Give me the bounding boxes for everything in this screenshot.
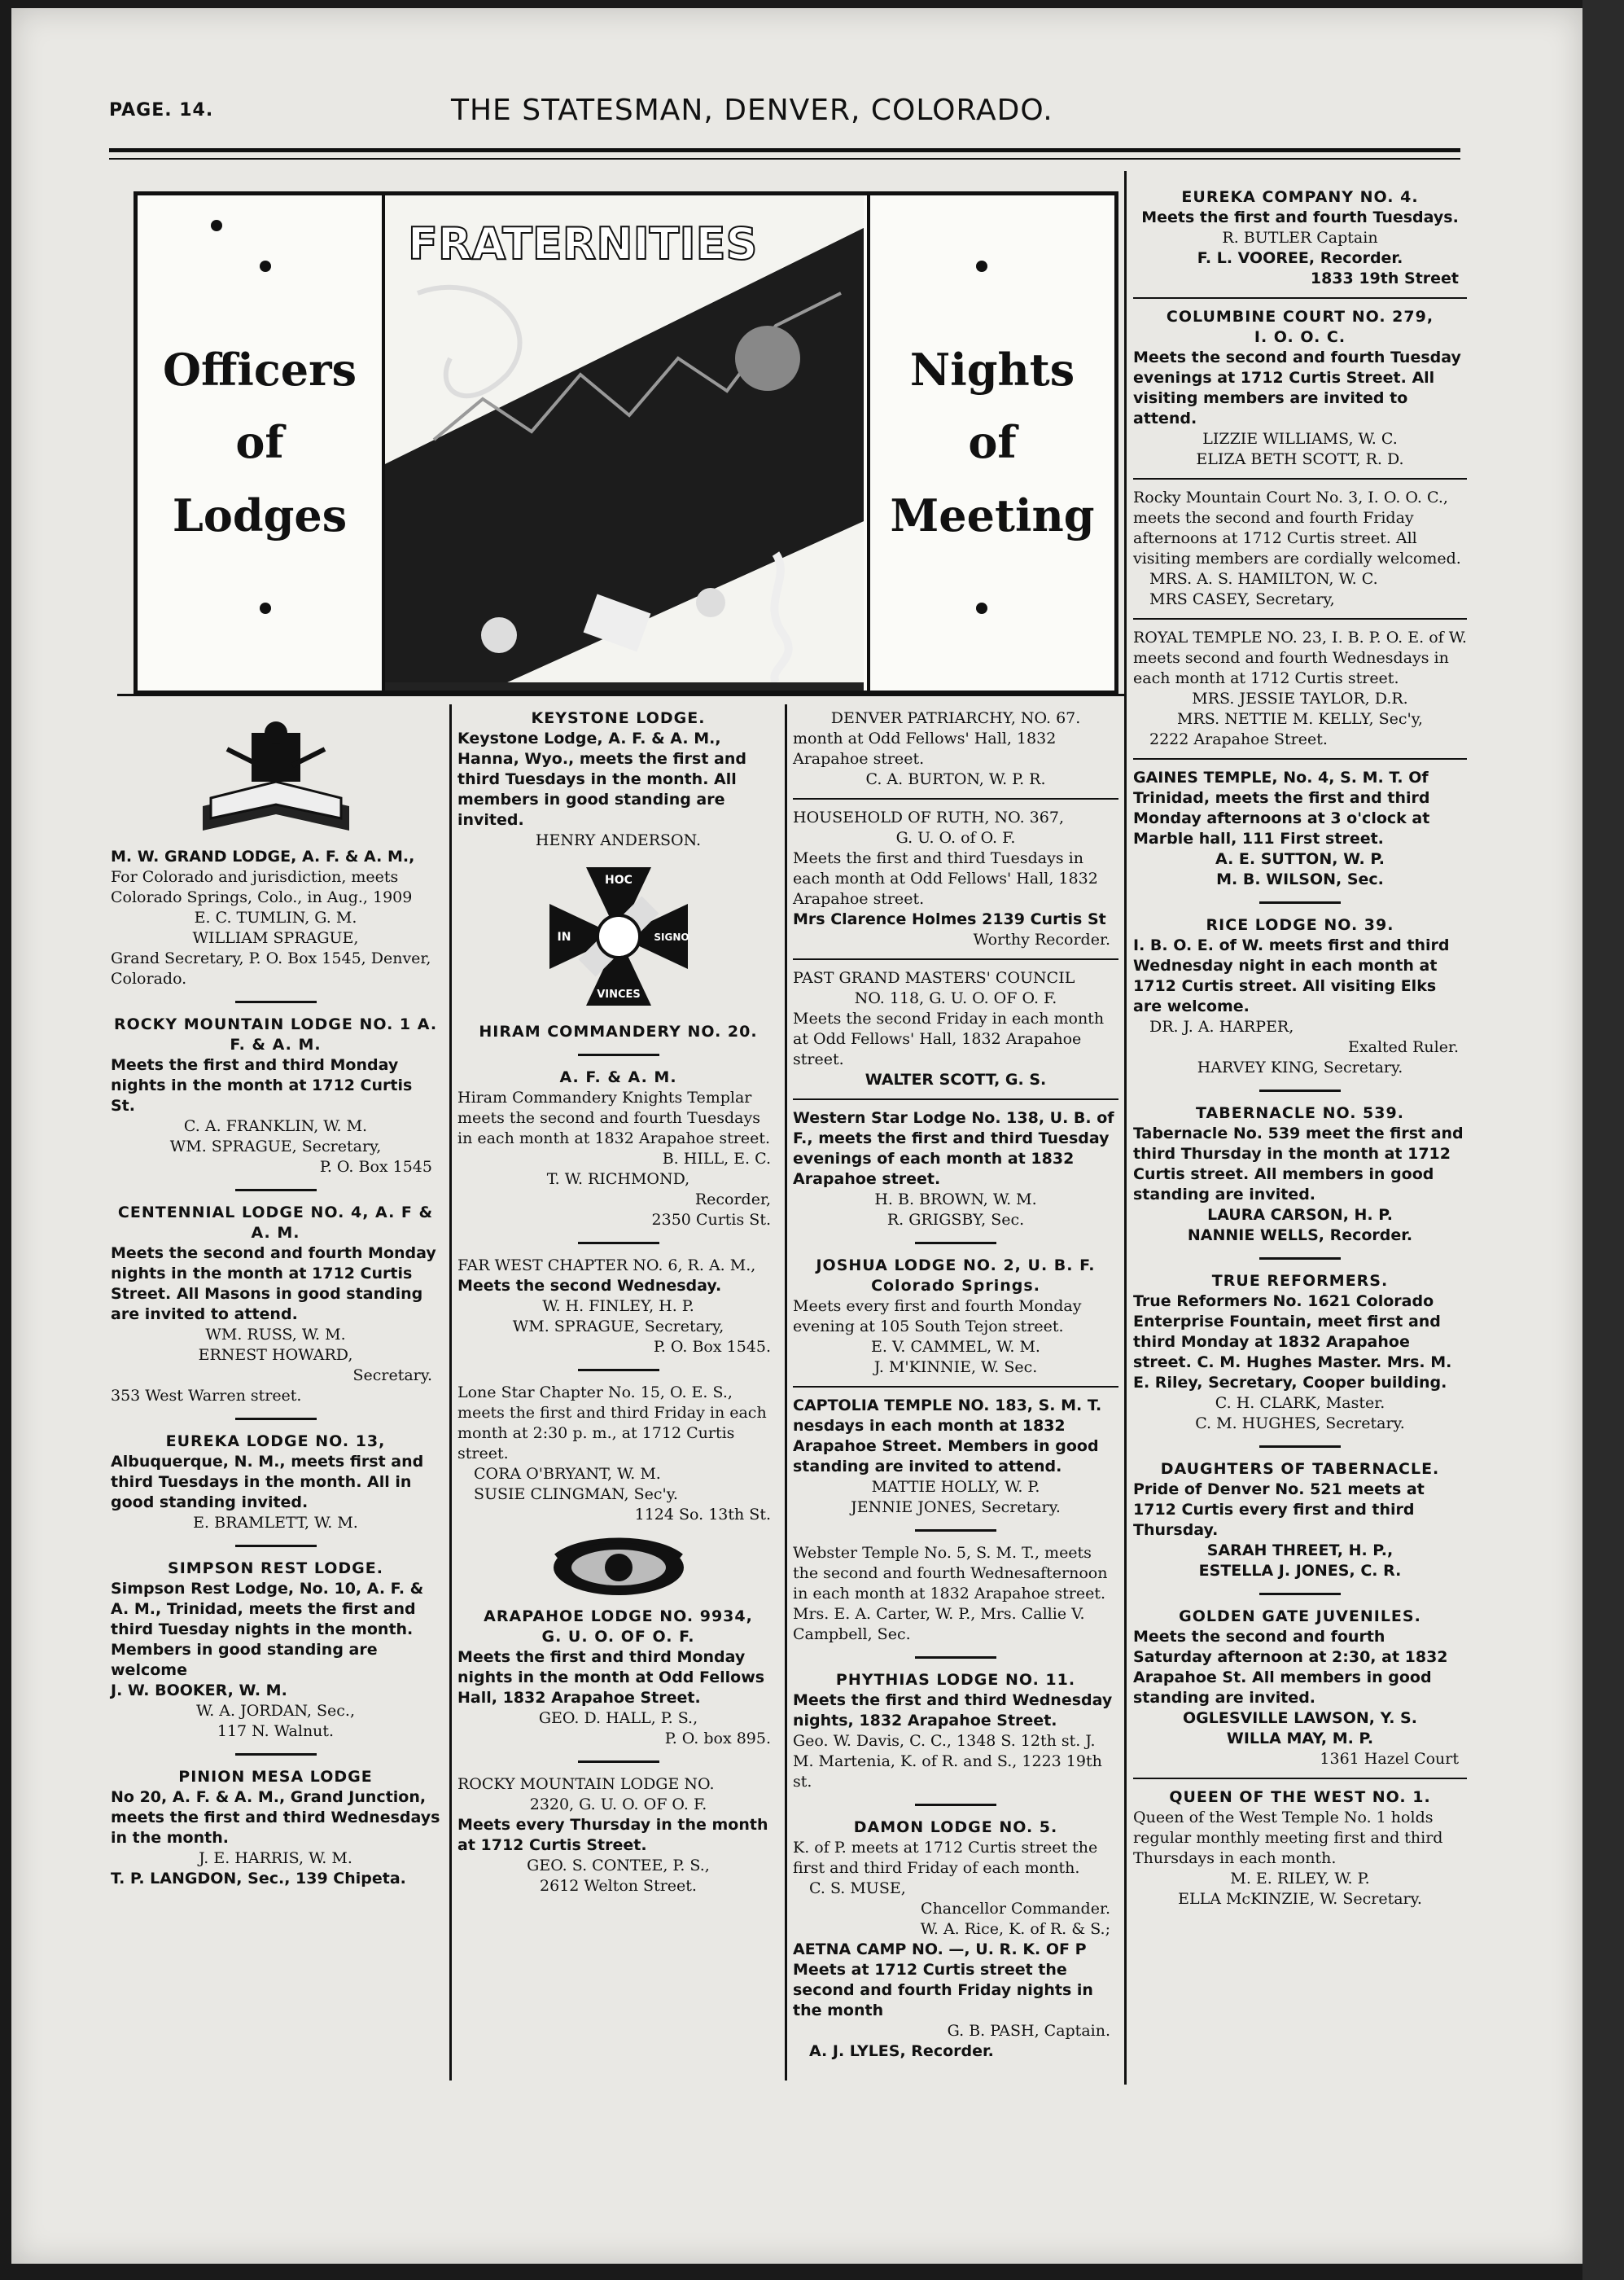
damon-lodge-text: K. of P. meets at 1712 Curtis street the first and third Friday of each month. bbox=[793, 1839, 1098, 1877]
arapahoe-lodge-title: ARAPAHOE LODGE NO. 9934, bbox=[484, 1607, 753, 1625]
divider bbox=[235, 1189, 317, 1191]
column-rule-2 bbox=[785, 704, 787, 2080]
rocky-mountain-court-wc: MRS. A. S. HAMILTON, W. C. bbox=[1149, 570, 1378, 588]
gaines-temple-wp: A. E. SUTTON, W. P. bbox=[1215, 850, 1385, 868]
past-grand-masters-text: Meets the second Friday in each month at Odd Fellows' Hall, 1832 Arapahoe street. bbox=[793, 1010, 1105, 1068]
aetna-camp-recorder: A. J. LYLES, Recorder. bbox=[809, 2042, 994, 2060]
past-grand-masters-gs: WALTER SCOTT, G. S. bbox=[865, 1071, 1047, 1089]
damon-lodge-cc-role: Chancellor Commander. bbox=[921, 1900, 1110, 1918]
rocky-mountain-lodge-2320-address: 2612 Welton Street. bbox=[540, 1877, 697, 1895]
gaines-temple-secretary: M. B. WILSON, Sec. bbox=[1216, 870, 1384, 888]
simpson-rest-lodge-address: 117 N. Walnut. bbox=[217, 1722, 335, 1740]
hiram-commandery-title: HIRAM COMMANDERY NO. 20. bbox=[479, 1023, 758, 1041]
eureka-company-text: Meets the first and fourth Tuesdays. bbox=[1141, 208, 1459, 226]
daughters-of-tabernacle-text: Pride of Denver No. 521 meets at 1712 Curtis every first and third Thursday. bbox=[1133, 1480, 1425, 1539]
divider bbox=[1259, 1257, 1341, 1260]
centennial-lodge-title: CENTENNIAL LODGE NO. 4, A. F & A. M. bbox=[117, 1204, 434, 1242]
divider bbox=[915, 1804, 996, 1806]
emblem-left-text: IN bbox=[557, 931, 571, 944]
grand-lodge-address: Grand Secretary, P. O. Box 1545, Denver, Colorado. bbox=[111, 949, 431, 988]
rocky-mountain-lodge-wm: C. A. FRANKLIN, W. M. bbox=[183, 1117, 368, 1135]
columbine-court-rd: ELIZA BETH SCOTT, R. D. bbox=[1196, 450, 1404, 468]
page-edge-shadow bbox=[1582, 0, 1624, 2280]
far-west-chapter-title: FAR WEST CHAPTER NO. 6, R. A. M., bbox=[457, 1256, 756, 1274]
all-seeing-eye-icon bbox=[549, 1533, 688, 1598]
hiram-commandery-ec: B. HILL, E. C. bbox=[662, 1150, 771, 1168]
queen-of-the-west-secretary: ELLA McKINZIE, W. Secretary. bbox=[1178, 1890, 1422, 1908]
header-rule-thick bbox=[109, 148, 1460, 152]
banner-right-line-2: of bbox=[968, 416, 1017, 469]
true-reformers-master: C. H. CLARK, Master. bbox=[1215, 1394, 1385, 1412]
centennial-lodge-secretary: ERNEST HOWARD, bbox=[198, 1346, 353, 1364]
western-star-lodge-secretary: R. GRIGSBY, Sec. bbox=[886, 1211, 1025, 1229]
banner-bottom-rule bbox=[117, 694, 1127, 696]
denver-patriarchy-text: month at Odd Fellows' Hall, 1832 Arapahoe street. bbox=[793, 730, 1057, 768]
far-west-chapter-box: P. O. Box 1545. bbox=[653, 1338, 771, 1356]
divider bbox=[1259, 1593, 1341, 1595]
hiram-commandery-address: 2350 Curtis St. bbox=[651, 1211, 771, 1229]
tabernacle-text: Tabernacle No. 539 meet the first and third Thursday in the month at 1712 Curtis street. All members in good standing are invited. bbox=[1133, 1125, 1464, 1204]
ornament-dot bbox=[976, 603, 987, 614]
aetna-camp-captain: G. B. PASH, Captain. bbox=[947, 2022, 1110, 2040]
eureka-company-title: EUREKA COMPANY NO. 4. bbox=[1181, 188, 1419, 206]
emblem-bottom-text: VINCES bbox=[596, 989, 641, 1001]
simpson-rest-lodge-text: Simpson Rest Lodge, No. 10, A. F. & A. M., Trinidad, meets the first and third Tuesday nights in the month. Members in good standing are welcome bbox=[111, 1580, 424, 1679]
divider bbox=[915, 1529, 996, 1532]
daughters-of-tabernacle-title: DAUGHTERS OF TABERNACLE. bbox=[1160, 1460, 1440, 1478]
rocky-mountain-lodge-2320-text: Meets every Thursday in the month at 1712 Curtis Street. bbox=[457, 1816, 768, 1854]
keystone-lodge-name: HENRY ANDERSON. bbox=[535, 831, 702, 849]
pythias-lodge-names: Geo. W. Davis, C. C., 1348 S. 12th st. J. M. Martenia, K. of R. and S., 1223 19th st. bbox=[793, 1732, 1102, 1791]
grand-lodge-title: M. W. GRAND LODGE, A. F. & A. M., bbox=[111, 848, 415, 866]
keystone-lodge-title: KEYSTONE LODGE. bbox=[531, 709, 706, 727]
illustration-art bbox=[385, 195, 864, 682]
hiram-commandery-recorder: T. W. RICHMOND, bbox=[546, 1170, 690, 1188]
page-number: PAGE. 14. bbox=[109, 100, 214, 121]
daughters-of-tabernacle-hp: SARAH THREET, H. P., bbox=[1206, 1541, 1394, 1559]
past-grand-masters-title: PAST GRAND MASTERS' COUNCIL bbox=[793, 969, 1075, 987]
rocky-mountain-court-secretary: MRS CASEY, Secretary, bbox=[1149, 590, 1335, 608]
rocky-mountain-lodge-box: P. O. Box 1545 bbox=[319, 1158, 432, 1176]
tabernacle-title: TABERNACLE NO. 539. bbox=[1196, 1104, 1404, 1122]
eureka-company-address: 1833 19th Street bbox=[1310, 270, 1459, 287]
centennial-lodge-wm: WM. RUSS, W. M. bbox=[205, 1326, 346, 1344]
keystone-lodge-text: Keystone Lodge, A. F. & A. M., Hanna, Wyo., meets the first and third Tuesdays in the month. All members in good standing are invited. bbox=[457, 730, 746, 829]
queen-of-the-west-wp: M. E. RILEY, W. P. bbox=[1230, 1870, 1370, 1888]
damon-lodge-title: DAMON LODGE NO. 5. bbox=[853, 1818, 1058, 1836]
divider bbox=[578, 1242, 659, 1244]
eureka-lodge-title: EUREKA LODGE NO. 13, bbox=[165, 1432, 386, 1450]
banner-left-line-2: of bbox=[235, 416, 284, 469]
golden-gate-juveniles-address: 1361 Hazel Court bbox=[1320, 1750, 1459, 1768]
arapahoe-lodge-text: Meets the first and third Monday nights in the month at Odd Fellows Hall, 1832 Arapahoe Street. bbox=[457, 1648, 765, 1707]
household-of-ruth-title: HOUSEHOLD OF RUTH, NO. 367, bbox=[793, 809, 1064, 826]
rocky-mountain-lodge-2320-title: ROCKY MOUNTAIN LODGE NO. bbox=[457, 1775, 715, 1793]
columbine-court-subtitle: I. O. O. C. bbox=[1254, 328, 1346, 346]
rocky-mountain-lodge-2320-ps: GEO. S. CONTEE, P. S., bbox=[527, 1857, 710, 1874]
rice-lodge-text: I. B. O. E. of W. meets first and third Wednesday night in each month at 1712 Curtis street. All visiting Elks are welcome. bbox=[1133, 936, 1450, 1015]
rice-lodge-title: RICE LODGE NO. 39. bbox=[1206, 916, 1394, 934]
joshua-lodge-wm: E. V. CAMMEL, W. M. bbox=[871, 1338, 1040, 1356]
aetna-camp-text: AETNA CAMP NO. —, U. R. K. OF P Meets at 1712 Curtis street the second and fourth Friday nights in the month bbox=[793, 1940, 1093, 2019]
pinion-mesa-lodge-title: PINION MESA LODGE bbox=[178, 1768, 373, 1786]
columbine-court-title: COLUMBINE COURT NO. 279, bbox=[1166, 308, 1434, 326]
eureka-company-captain: R. BUTLER Captain bbox=[1222, 229, 1378, 247]
lone-star-chapter-wm: CORA O'BRYANT, W. M. bbox=[474, 1465, 661, 1483]
divider bbox=[578, 1054, 659, 1056]
divider bbox=[1133, 758, 1467, 760]
joshua-lodge-subtitle: Colorado Springs. bbox=[871, 1277, 1040, 1295]
far-west-chapter-text: Meets the second Wednesday. bbox=[457, 1277, 722, 1295]
banner-title: FRATERNITIES bbox=[408, 218, 758, 270]
royal-temple-text: ROYAL TEMPLE NO. 23, I. B. P. O. E. of W. meets second and fourth Wednesdays in each month at 1712 Curtis street. bbox=[1133, 629, 1467, 687]
pinion-mesa-lodge-secretary: T. P. LANGDON, Sec., 139 Chipeta. bbox=[111, 1870, 406, 1888]
divider bbox=[235, 1418, 317, 1420]
divider bbox=[1133, 478, 1467, 480]
rocky-mountain-lodge-title: ROCKY MOUNTAIN LODGE NO. 1 A. F. & A. M. bbox=[113, 1015, 438, 1054]
arapahoe-lodge-ps: GEO. D. HALL, P. S., bbox=[538, 1709, 698, 1727]
household-of-ruth-name: Mrs Clarence Holmes 2139 Curtis St bbox=[793, 910, 1106, 928]
lone-star-chapter-text: Lone Star Chapter No. 15, O. E. S., meets the first and third Friday in each month at 2:30 p. m., at 1712 Curtis street. bbox=[457, 1383, 767, 1462]
lone-star-chapter-secretary: SUSIE CLINGMAN, Sec'y. bbox=[474, 1485, 678, 1503]
simpson-rest-lodge-secretary: W. A. JORDAN, Sec., bbox=[195, 1702, 355, 1720]
damon-lodge-cc: C. S. MUSE, bbox=[809, 1879, 906, 1897]
banner-meeting-panel bbox=[867, 195, 1114, 691]
past-grand-masters-subtitle: NO. 118, G. U. O. OF O. F. bbox=[854, 989, 1057, 1007]
denver-patriarchy-wpr: C. A. BURTON, W. P. R. bbox=[865, 770, 1046, 788]
fraternities-illustration bbox=[385, 195, 864, 691]
true-reformers-title: TRUE REFORMERS. bbox=[1211, 1272, 1389, 1290]
column-rule-1 bbox=[449, 704, 452, 2080]
golden-gate-juveniles-mp: WILLA MAY, M. P. bbox=[1226, 1730, 1374, 1747]
page-header bbox=[109, 94, 1460, 142]
divider bbox=[578, 1369, 659, 1371]
centennial-lodge-address: 353 West Warren street. bbox=[111, 1387, 302, 1405]
banner-officers-panel bbox=[138, 195, 385, 691]
household-of-ruth-text: Meets the first and third Tuesdays in each month at Odd Fellows' Hall, 1832 Arapahoe street. bbox=[793, 849, 1098, 908]
divider bbox=[1259, 1445, 1341, 1448]
queen-of-the-west-text: Queen of the West Temple No. 1 holds regular monthly meeting first and third Thursdays in each month. bbox=[1133, 1809, 1443, 1867]
eureka-company-recorder: F. L. VOOREE, Recorder. bbox=[1197, 249, 1403, 267]
queen-of-the-west-title: QUEEN OF THE WEST NO. 1. bbox=[1169, 1788, 1431, 1806]
column-2 bbox=[457, 708, 779, 1896]
household-of-ruth-role: Worthy Recorder. bbox=[973, 931, 1110, 949]
grand-lodge-secretary: WILLIAM SPRAGUE, bbox=[192, 929, 359, 947]
arapahoe-lodge-box: P. O. box 895. bbox=[664, 1730, 771, 1747]
simpson-rest-lodge-wm: J. W. BOOKER, W. M. bbox=[111, 1682, 287, 1699]
webster-temple-text: Webster Temple No. 5, S. M. T., meets the second and fourth Wednesafternoon in each month at 1832 Arapahoe street. Mrs. E. A. Carter, W. P., Mrs. Callie V. Campbell, Sec. bbox=[793, 1544, 1108, 1643]
joshua-lodge-text: Meets every first and fourth Monday evening at 105 South Tejon street. bbox=[793, 1297, 1082, 1335]
rocky-mountain-lodge-2320-subtitle: 2320, G. U. O. OF O. F. bbox=[529, 1796, 707, 1813]
masthead-title: THE STATESMAN, DENVER, COLORADO. bbox=[451, 94, 1053, 127]
royal-temple-address: 2222 Arapahoe Street. bbox=[1149, 730, 1328, 748]
grand-lodge-text: For Colorado and jurisdiction, meets Colorado Springs, Colo., in Aug., 1909 bbox=[111, 868, 413, 906]
divider bbox=[793, 958, 1118, 960]
divider bbox=[1133, 1778, 1467, 1779]
daughters-of-tabernacle-cr: ESTELLA J. JONES, C. R. bbox=[1198, 1562, 1402, 1580]
golden-gate-juveniles-ys: OGLESVILLE LAWSON, Y. S. bbox=[1183, 1709, 1417, 1727]
divider bbox=[915, 1656, 996, 1659]
emblem-top-text: HOC bbox=[604, 874, 633, 887]
golden-gate-juveniles-title: GOLDEN GATE JUVENILES. bbox=[1179, 1607, 1421, 1625]
hiram-commandery-text: Hiram Commandery Knights Templar meets the second and fourth Tuesdays in each month at 1832 Arapahoe street. bbox=[457, 1089, 771, 1147]
royal-temple-dr: MRS. JESSIE TAYLOR, D.R. bbox=[1192, 690, 1408, 708]
banner-right-line-1: Nights bbox=[909, 344, 1075, 397]
divider bbox=[1133, 297, 1467, 299]
column-4 bbox=[1133, 187, 1467, 1910]
eureka-lodge-wm: E. BRAMLETT, W. M. bbox=[193, 1514, 358, 1532]
golden-gate-juveniles-text: Meets the second and fourth Saturday afternoon at 2:30, at 1832 Arapahoe St. All members in good standing are invited. bbox=[1133, 1628, 1448, 1707]
household-of-ruth-subtitle: G. U. O. of O. F. bbox=[895, 829, 1016, 847]
far-west-chapter-secretary: WM. SPRAGUE, Secretary, bbox=[512, 1318, 724, 1335]
column-1 bbox=[111, 708, 440, 1889]
hiram-commandery-subtitle: A. F. & A. M. bbox=[559, 1068, 677, 1086]
western-star-lodge-wm: H. B. BROWN, W. M. bbox=[874, 1190, 1037, 1208]
rocky-mountain-lodge-secretary: WM. SPRAGUE, Secretary, bbox=[169, 1138, 382, 1155]
column-rule-right-of-banner bbox=[1124, 171, 1127, 2085]
rocky-mountain-court-text: Rocky Mountain Court No. 3, I. O. O. C., meets the second and fourth Friday afternoons at 1712 Curtis street. All visiting members are cordially welcomed. bbox=[1133, 489, 1461, 568]
pythias-lodge-title: PHYTHIAS LODGE NO. 11. bbox=[835, 1671, 1076, 1689]
eureka-lodge-text: Albuquerque, N. M., meets first and third Tuesdays in the month. All in good standing invited. bbox=[111, 1453, 424, 1511]
eye-emblem bbox=[457, 1533, 779, 1598]
column-3 bbox=[793, 708, 1118, 2062]
pinion-mesa-lodge-text: No 20, A. F. & A. M., Grand Junction, meets the first and third Wednesdays in the month. bbox=[111, 1788, 440, 1847]
divider bbox=[235, 1753, 317, 1756]
divider bbox=[235, 1545, 317, 1547]
divider bbox=[793, 798, 1118, 800]
royal-temple-secretary: MRS. NETTIE M. KELLY, Sec'y, bbox=[1177, 710, 1423, 728]
damon-lodge-kr: W. A. Rice, K. of R. & S.; bbox=[920, 1920, 1110, 1938]
rice-lodge-secretary: HARVEY KING, Secretary. bbox=[1197, 1059, 1403, 1076]
book-emblem bbox=[111, 717, 440, 839]
rice-lodge-dr: DR. J. A. HARPER, bbox=[1149, 1018, 1294, 1036]
gaines-temple-text: GAINES TEMPLE, No. 4, S. M. T. Of Trinidad, meets the first and third Monday afternoons at 3 o'clock at Marble hall, 111 First street. bbox=[1133, 769, 1430, 848]
ornament-dot bbox=[260, 603, 271, 614]
emblem-right-text: SIGNO bbox=[653, 932, 689, 943]
rocky-mountain-lodge-text: Meets the first and third Monday nights in the month at 1712 Curtis St. bbox=[111, 1056, 413, 1115]
arapahoe-lodge-subtitle: G. U. O. OF O. F. bbox=[541, 1628, 695, 1646]
fraternities-banner bbox=[134, 191, 1118, 695]
western-star-lodge-text: Western Star Lodge No. 138, U. B. of F., meets the first and third Tuesday evenings of each month at 1832 Arapahoe street. bbox=[793, 1109, 1114, 1188]
rice-lodge-exalted-ruler: Exalted Ruler. bbox=[1348, 1038, 1459, 1056]
divider bbox=[793, 1386, 1118, 1388]
divider bbox=[1259, 901, 1341, 904]
hiram-commandery-recorder-role: Recorder, bbox=[694, 1190, 771, 1208]
open-book-icon bbox=[195, 717, 357, 839]
header-rule-thin bbox=[109, 158, 1460, 160]
divider bbox=[793, 1098, 1118, 1100]
joshua-lodge-title: JOSHUA LODGE NO. 2, U. B. F. bbox=[816, 1256, 1096, 1274]
banner-left-line-1: Officers bbox=[163, 344, 357, 397]
columbine-court-wc: LIZZIE WILLIAMS, W. C. bbox=[1202, 430, 1398, 448]
divider bbox=[235, 1001, 317, 1003]
tabernacle-hp: LAURA CARSON, H. P. bbox=[1207, 1206, 1393, 1224]
denver-patriarchy-title: DENVER PATRIARCHY, NO. 67. bbox=[830, 709, 1081, 727]
true-reformers-secretary: C. M. HUGHES, Secretary. bbox=[1195, 1414, 1405, 1432]
captolia-temple-text: CAPTOLIA TEMPLE NO. 183, S. M. T. nesdays in each month at 1832 Arapahoe Street. Members in good standing are invited to attend. bbox=[793, 1396, 1102, 1475]
templar-cross-emblem bbox=[457, 859, 779, 1014]
captolia-temple-secretary: JENNIE JONES, Secretary. bbox=[851, 1498, 1061, 1516]
banner-right-line-3: Meeting bbox=[890, 489, 1095, 542]
divider bbox=[1133, 618, 1467, 620]
far-west-chapter-hp: W. H. FINLEY, H. P. bbox=[542, 1297, 694, 1315]
maltese-cross-icon bbox=[541, 859, 696, 1014]
tabernacle-recorder: NANNIE WELLS, Recorder. bbox=[1187, 1226, 1413, 1244]
centennial-lodge-secretary-role: Secretary. bbox=[352, 1366, 432, 1384]
ornament-dot bbox=[260, 261, 271, 272]
divider bbox=[915, 1242, 996, 1244]
ornament-dot bbox=[211, 220, 222, 231]
captolia-temple-wp: MATTIE HOLLY, W. P. bbox=[871, 1478, 1040, 1496]
pythias-lodge-text: Meets the first and third Wednesday nights, 1832 Arapahoe Street. bbox=[793, 1691, 1113, 1730]
simpson-rest-lodge-title: SIMPSON REST LODGE. bbox=[168, 1559, 383, 1577]
joshua-lodge-secretary: J. M'KINNIE, W. Sec. bbox=[873, 1358, 1038, 1376]
grand-lodge-gm: E. C. TUMLIN, G. M. bbox=[194, 909, 357, 927]
newspaper-page bbox=[11, 8, 1582, 2264]
ornament-dot bbox=[976, 261, 987, 272]
columbine-court-text: Meets the second and fourth Tuesday evenings at 1712 Curtis Street. All visiting members are invited to attend. bbox=[1133, 349, 1461, 428]
centennial-lodge-text: Meets the second and fourth Monday nights in the month at 1712 Curtis Street. All Masons in good standing are invited to attend. bbox=[111, 1244, 436, 1323]
pinion-mesa-lodge-wm: J. E. HARRIS, W. M. bbox=[199, 1849, 352, 1867]
banner-left-line-3: Lodges bbox=[172, 489, 348, 542]
divider bbox=[1259, 1090, 1341, 1092]
lone-star-chapter-address: 1124 So. 13th St. bbox=[634, 1506, 771, 1524]
divider bbox=[578, 1760, 659, 1763]
true-reformers-text: True Reformers No. 1621 Colorado Enterprise Fountain, meet first and third Monday at 1832 Arapahoe street. C. M. Hughes Master. Mrs. M. E. Riley, Secretary, Cooper building. bbox=[1133, 1292, 1452, 1392]
